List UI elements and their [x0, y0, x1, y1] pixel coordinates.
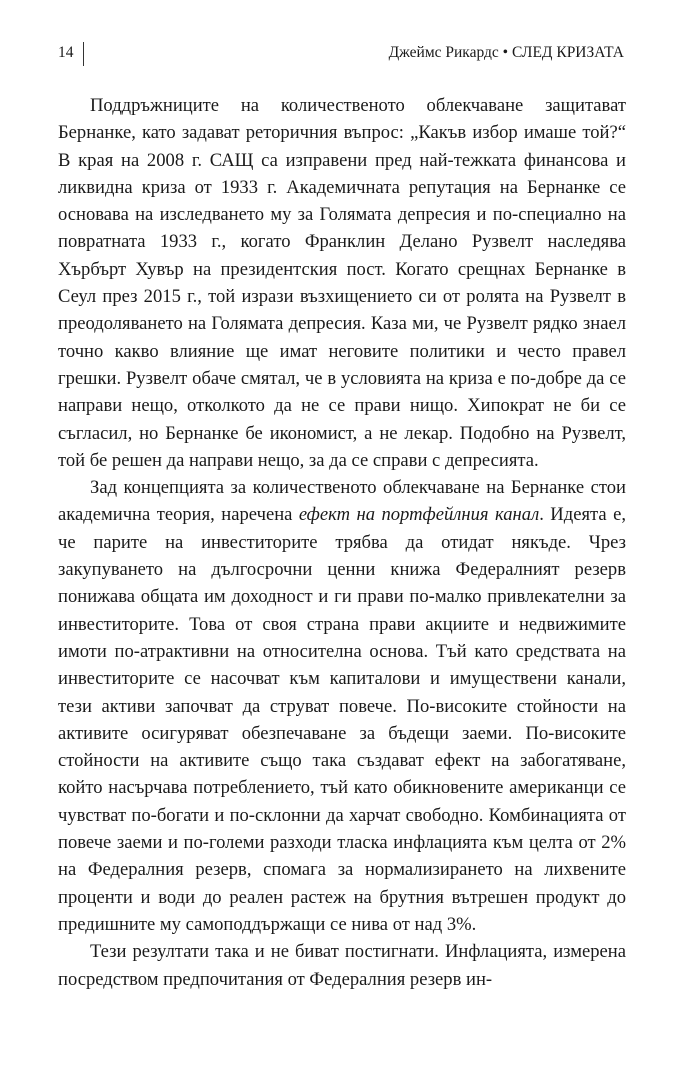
paragraph-text: Поддръжниците на количественото облекчаване защитават Бернанке, като задават реторичния въпрос: „Какъв избор имаше той?“ В края на 2008 г. САЩ са изправени пред най-тежката финансова и ликвидна криза от 1933 г. Академичната репутация на Бернанке се основава на изследването му за Голямата депресия и по-специално на повратната 1933 г., когато Франклин Делано Рузвелт наследява Хърбърт Хувър на президентския пост. Когато срещнах Бернанке в Сеул през 2015 г., той изрази възхищението си от ролята на Рузвелт в преодоляването на Голямата депресия. Каза ми, че Рузвелт рядко знаел точно какво влияние ще имат неговите политики и често правел грешки. Рузвелт обаче смятал, че в условията на криза е по-добре да се направи нещо, отколкото да не се прави нищо. Хипократ не би се съгласил, но Бернанке бе икономист, а не лекар. Подобно на Рузвелт, той бе решен да направи нещо, за да се справи с депресията.: [58, 95, 626, 471]
body-text: [58, 92, 626, 993]
page-number: 14: [58, 44, 74, 61]
paragraph-2: [58, 474, 626, 938]
paragraph-text: Зад концепцията за количественото облекчаване на Бернанке стои академична теория, наречена: [58, 477, 626, 526]
running-head: Джеймс Рикардс • СЛЕД КРИЗАТА: [388, 44, 624, 61]
page-header: [58, 44, 624, 70]
paragraph-text: . Идеята е, че парите на инвеститорите трябва да отидат някъде. Чрез закупуването на дългосрочни ценни книжа Федералният резерв понижава общата им доходност и ги прави по-малко привлекателни за инвеститорите. Това от своя страна прави акциите и недвижимите имоти по-атрактивни на относителна основа. Тъй като средствата на инвеститорите се насочват към капиталови и имуществени канали, тези активи започват да струват повече. По-високите стойности на активите осигуряват обезпечаване за бъдещи заеми. По-високите стойности на активите също така създават ефект на забогатяване, който насърчава потреблението, тъй като обикновените американци се чувстват по-богати и по-склонни да харчат свободно. Комбинацията от повече заеми и по-големи разходи тласка инфлацията към целта от 2% на Федералния резерв, спомага за нормализирането на лихвените проценти и води до реален растеж на брутния вътрешен продукт до предишните му самоподдържащи се нива от над 3%.: [58, 504, 626, 935]
paragraph-3: [58, 938, 626, 993]
paragraph-1: [58, 92, 626, 474]
italic-term: ефект на портфейлния канал: [298, 504, 540, 526]
paragraph-text: Тези резултати така и не биват постигнати. Инфлацията, измерена посредством предпочитания от Федералния резерв ин-: [58, 941, 626, 990]
